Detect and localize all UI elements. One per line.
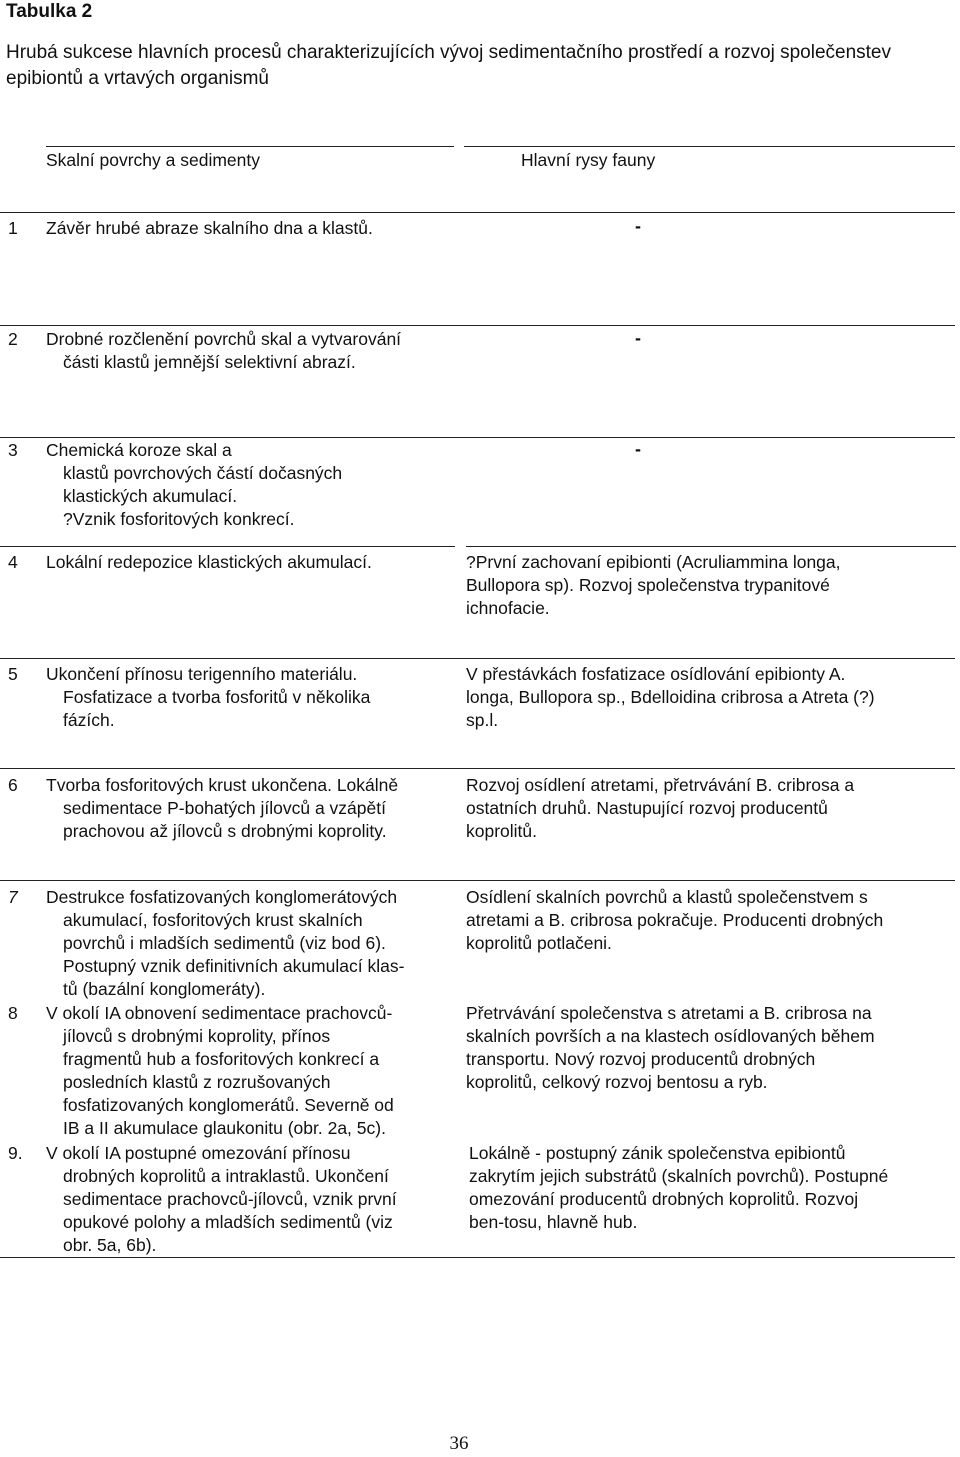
text-line: omezování producentů drobných koprolitů. Rozvoj [469, 1189, 859, 1209]
text-line: skalních površích a na klastech osídlovaných během [466, 1026, 875, 1046]
text-line: Drobné rozčlenění povrchů skal a vytvarování [46, 329, 402, 349]
rule-row6 [0, 880, 955, 881]
page-number: 36 [449, 1433, 469, 1454]
table-subtitle: Hrubá sukcese hlavních procesů charakterizujících vývoj sedimentačního prostředí a rozvoj společenstev epibiontů a vrtavých organismů [6, 42, 891, 89]
text-line: ostatních druhů. Nastupující rozvoj producentů [466, 798, 828, 818]
rule-top-right [464, 146, 955, 147]
row-left-text [46, 1142, 456, 1257]
row-right-dash: - [635, 216, 641, 236]
text-line: ichnofacie. [466, 598, 550, 618]
text-line: fragmentů hub a fosforitových konkrecí a [63, 1049, 380, 1069]
text-line: sedimentace prachovců-jílovců, vznik první [63, 1189, 397, 1209]
text-line: zakrytím jejich substrátů (skalních povrchů). Postupné [469, 1166, 889, 1186]
row-number: 1 [8, 218, 18, 238]
row-number: 9. [8, 1143, 23, 1163]
row-right-dash: - [635, 328, 641, 348]
text-line: transportu. Nový rozvoj producentů drobných [466, 1049, 816, 1069]
rule-header-bottom [0, 212, 955, 213]
row-number: 6 [8, 775, 18, 795]
text-line: ben-tosu, hlavně hub. [469, 1212, 638, 1232]
row-right-text [466, 1002, 956, 1094]
row-left-text [46, 328, 456, 374]
text-line: Fosfatizace a tvorba fosforitů v několika [63, 687, 371, 707]
text-line: Ukončení přínosu terigenního materiálu. [46, 664, 358, 684]
rule-row4 [0, 658, 955, 659]
header-right: Hlavní rysy fauny [521, 150, 656, 170]
row-left-text [46, 439, 456, 531]
text-line: ?Vznik fosforitových konkrecí. [63, 509, 295, 529]
text-line: atretami a B. cribrosa pokračuje. Producenti drobných [466, 910, 884, 930]
text-line: prachovou až jílovců s drobnými koprolity. [63, 821, 387, 841]
row-number: 3 [8, 440, 18, 460]
text-line: sedimentace P-bohatých jílovců a vzápětí [63, 798, 386, 818]
text-line: Osídlení skalních povrchů a klastů společenstvem s [466, 887, 868, 907]
row-right-text [469, 1142, 955, 1234]
text-line: fosfatizovaných konglomerátů. Severně od [63, 1095, 394, 1115]
text-line: fázích. [63, 710, 115, 730]
row-left-text [46, 551, 456, 574]
text-line: V okolí IA postupné omezování přínosu [46, 1143, 351, 1163]
row-right-text [466, 551, 956, 620]
text-line: jílovců s drobnými koprolity, přínos [63, 1026, 331, 1046]
row-right-text [466, 886, 956, 955]
text-line: Tvorba fosforitových krust ukončena. Lokálně [46, 775, 399, 795]
rule-row1 [0, 325, 955, 326]
text-line: obr. 5a, 6b). [63, 1235, 157, 1255]
row-left-text [46, 663, 456, 732]
row-right-text [466, 774, 956, 843]
text-line: tů (bazální konglomeráty). [63, 979, 266, 999]
text-line: IB a II akumulace glaukonitu (obr. 2a, 5c). [63, 1118, 386, 1138]
text-line: Chemická koroze skal a [46, 440, 232, 460]
row-left-text [46, 886, 456, 1001]
text-line: posledních klastů z rozrušovaných [63, 1072, 331, 1092]
text-line: části klastů jemnější selektivní abrazí. [63, 352, 356, 372]
rule-row3-left [0, 546, 455, 547]
text-line: klastů povrchových částí dočasných [63, 463, 343, 483]
text-line: V okolí IA obnovení sedimentace prachovců- [46, 1003, 393, 1023]
rule-row9-bottom [0, 1257, 955, 1258]
text-line: Lokální redepozice klastických akumulací. [46, 552, 372, 572]
text-line: Postupný vznik definitivních akumulací klas- [63, 956, 405, 976]
row-left-text [46, 1002, 456, 1140]
text-line: sp.l. [466, 710, 499, 730]
text-line: akumulací, fosforitových krust skalních [63, 910, 363, 930]
row-number: 4 [8, 552, 18, 572]
text-line: Přetrvávání společenstva s atretami a B. cribrosa na [466, 1003, 872, 1023]
text-line: povrchů i mladších sedimentů (viz bod 6). [63, 933, 386, 953]
text-line: opukové polohy a mladších sedimentů (viz [63, 1212, 393, 1232]
text-line: V přestávkách fosfatizace osídlování epibionty A. [466, 664, 846, 684]
text-line: Závěr hrubé abraze skalního dna a klastů. [46, 218, 373, 238]
text-line: Destrukce fosfatizovaných konglomerátových [46, 887, 398, 907]
row-left-text [46, 774, 456, 843]
rule-top-left [46, 146, 454, 147]
row-left-text [46, 217, 456, 240]
rule-row2 [0, 437, 955, 438]
row-right-dash: - [635, 439, 641, 459]
table-title: Tabulka 2 [6, 1, 93, 22]
text-line: klastických akumulací. [63, 486, 238, 506]
text-line: Lokálně - postupný zánik společenstva epibiontů [469, 1143, 846, 1163]
row-number: 8 [8, 1003, 18, 1023]
text-line: koprolitů. [466, 821, 538, 841]
text-line: longa, Bullopora sp., Bdelloidina cribrosa a Atreta (?) [466, 687, 875, 707]
text-line: Rozvoj osídlení atretami, přetrvávání B. cribrosa a [466, 775, 855, 795]
text-line: ?První zachovaní epibionti (Acruliammina longa, [466, 552, 841, 572]
row-number: 5 [8, 664, 18, 684]
rule-row5 [0, 768, 955, 769]
row-right-text [466, 663, 956, 732]
row-number: 2 [8, 329, 18, 349]
text-line: drobných koprolitů a intraklastů. Ukončení [63, 1166, 389, 1186]
text-line: Bullopora sp). Rozvoj společenstva trypanitové [466, 575, 830, 595]
row-number: 7 [8, 887, 18, 907]
rule-row3-right [466, 546, 956, 547]
header-left: Skalní povrchy a sedimenty [46, 150, 260, 170]
text-line: koprolitů potlačeni. [466, 933, 612, 953]
text-line: koprolitů, celkový rozvoj bentosu a ryb. [466, 1072, 768, 1092]
